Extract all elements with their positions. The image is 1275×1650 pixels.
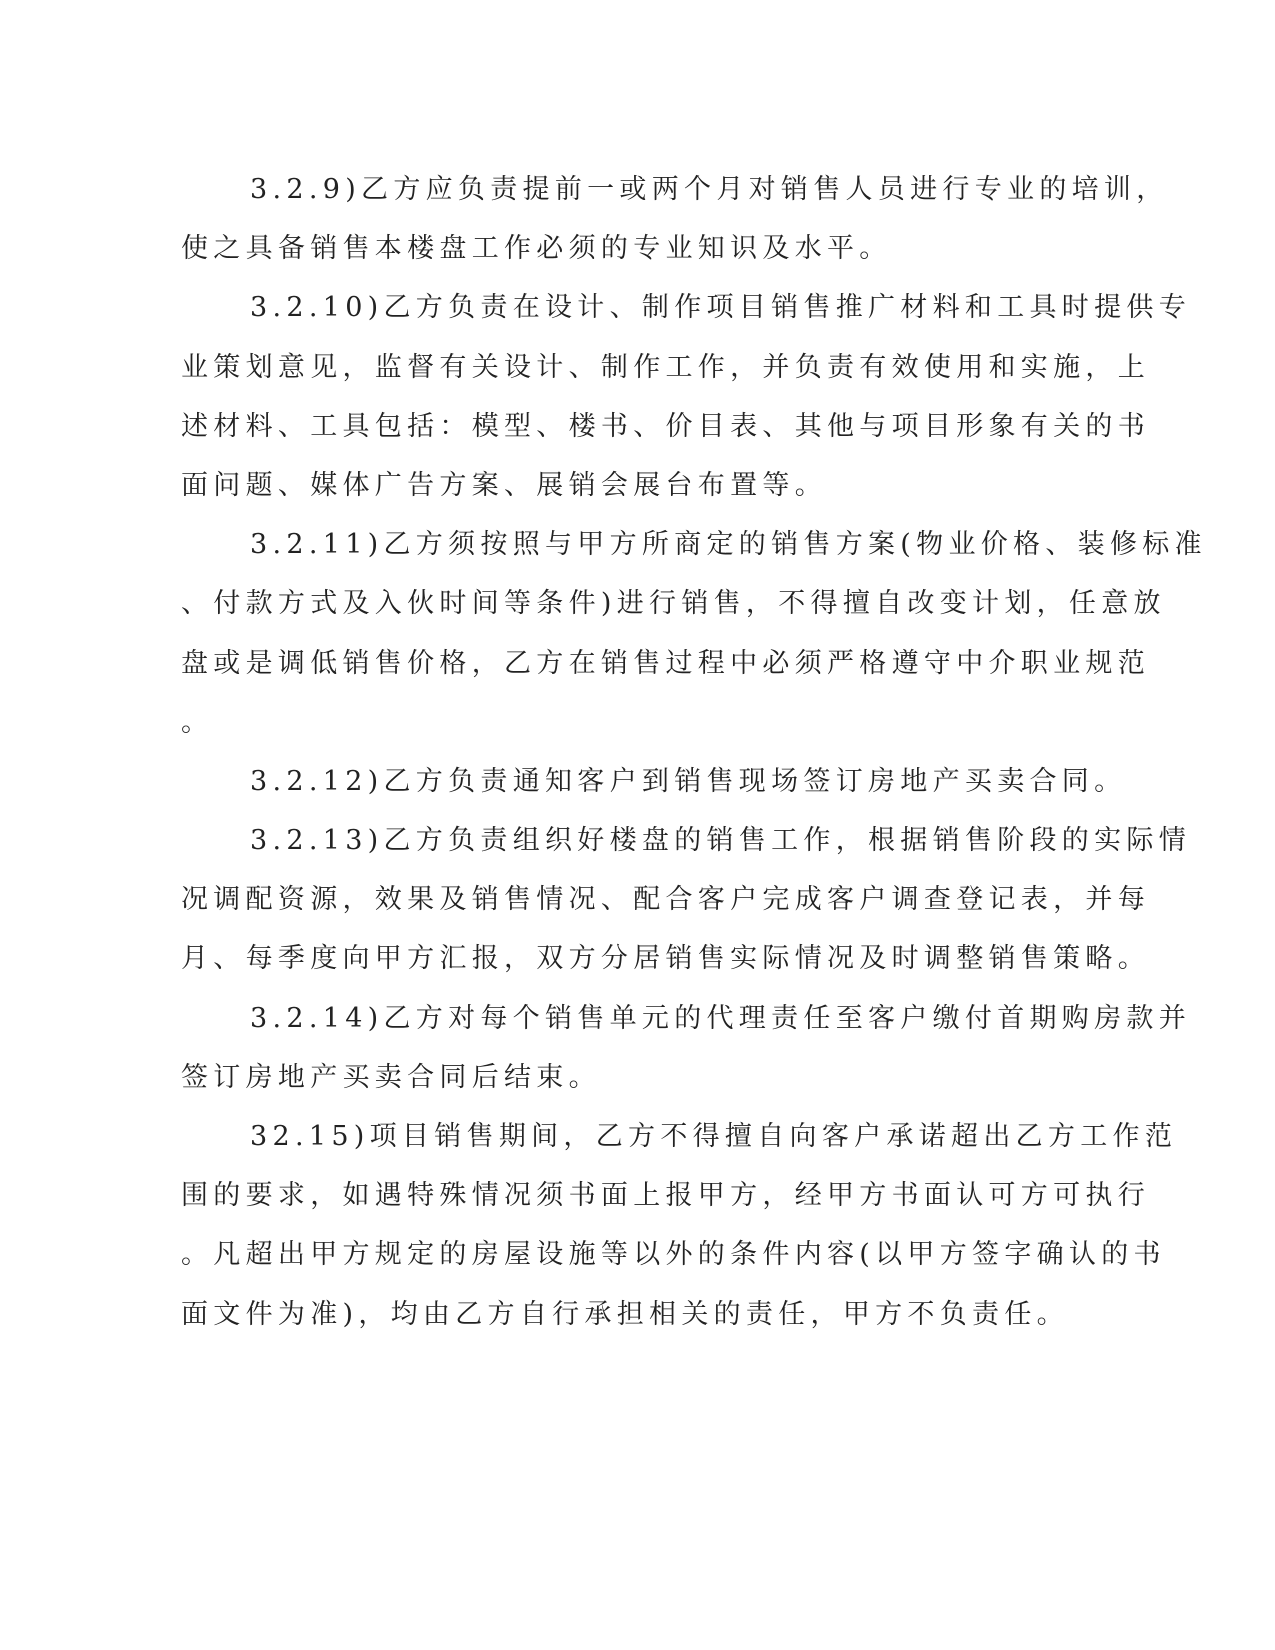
clause-3-2-13-line-3: 月、每季度向甲方汇报，双方分居销售实际情况及时调整销售策略。 <box>181 943 1150 975</box>
clause-3-2-15-line-1: 32.15)项目销售期间，乙方不得擅自向客户承诺超出乙方工作范 <box>250 1121 1178 1152</box>
clause-3-2-9-line-2: 使之具备销售本楼盘工作必须的专业知识及水平。 <box>181 233 892 265</box>
clause-3-2-10-line-4: 面问题、媒体广告方案、展销会展台布置等。 <box>181 469 827 501</box>
clause-3-2-10-line-2: 业策划意见，监督有关设计、制作工作，并负责有效使用和实施，上 <box>181 351 1150 383</box>
clause-3-2-12-line-1: 3.2.12)乙方负责通知客户到销售现场签订房地产买卖合同。 <box>250 765 1127 797</box>
clause-3-2-11-line-3: 盘或是调低销售价格，乙方在销售过程中必须严格遵守中介职业规范 <box>181 647 1150 679</box>
document-body <box>181 160 1207 1344</box>
clause-3-2-13-line-1: 3.2.13)乙方负责组织好楼盘的销售工作，根据销售阶段的实际情 <box>250 825 1192 857</box>
clause-3-2-15-line-2: 围的要求，如遇特殊情况须书面上报甲方，经甲方书面认可方可执行 <box>181 1180 1150 1212</box>
clause-3-2-13-line-2: 况调配资源，效果及销售情况、配合客户完成客户调查登记表，并每 <box>181 884 1150 916</box>
clause-3-2-11-line-1: 3.2.11)乙方须按照与甲方所商定的销售方案(物业价格、装修标准 <box>250 529 1207 561</box>
clause-3-2-15-line-4: 面文件为准)，均由乙方自行承担相关的责任，甲方不负责任。 <box>181 1298 1069 1330</box>
clause-3-2-14-line-1: 3.2.14)乙方对每个销售单元的代理责任至客户缴付首期购房款并 <box>250 1002 1192 1034</box>
clause-3-2-14-line-2: 签订房地产买卖合同后结束。 <box>181 1061 601 1093</box>
clause-3-2-9-line-1: 3.2.9)乙方应负责提前一或两个月对销售人员进行专业的培训， <box>250 174 1169 205</box>
clause-3-2-15-line-3: 。凡超出甲方规定的房屋设施等以外的条件内容(以甲方签字确认的书 <box>181 1239 1166 1271</box>
clause-3-2-11-line-2: 、付款方式及入伙时间等条件)进行销售，不得擅自改变计划，任意放 <box>181 588 1166 620</box>
clause-3-2-10-line-3: 述材料、工具包括：模型、楼书、价目表、其他与项目形象有关的书 <box>181 410 1150 442</box>
clause-3-2-11-line-4: 。 <box>181 706 214 738</box>
clause-3-2-10-line-1: 3.2.10)乙方负责在设计、制作项目销售推广材料和工具时提供专 <box>250 292 1192 324</box>
